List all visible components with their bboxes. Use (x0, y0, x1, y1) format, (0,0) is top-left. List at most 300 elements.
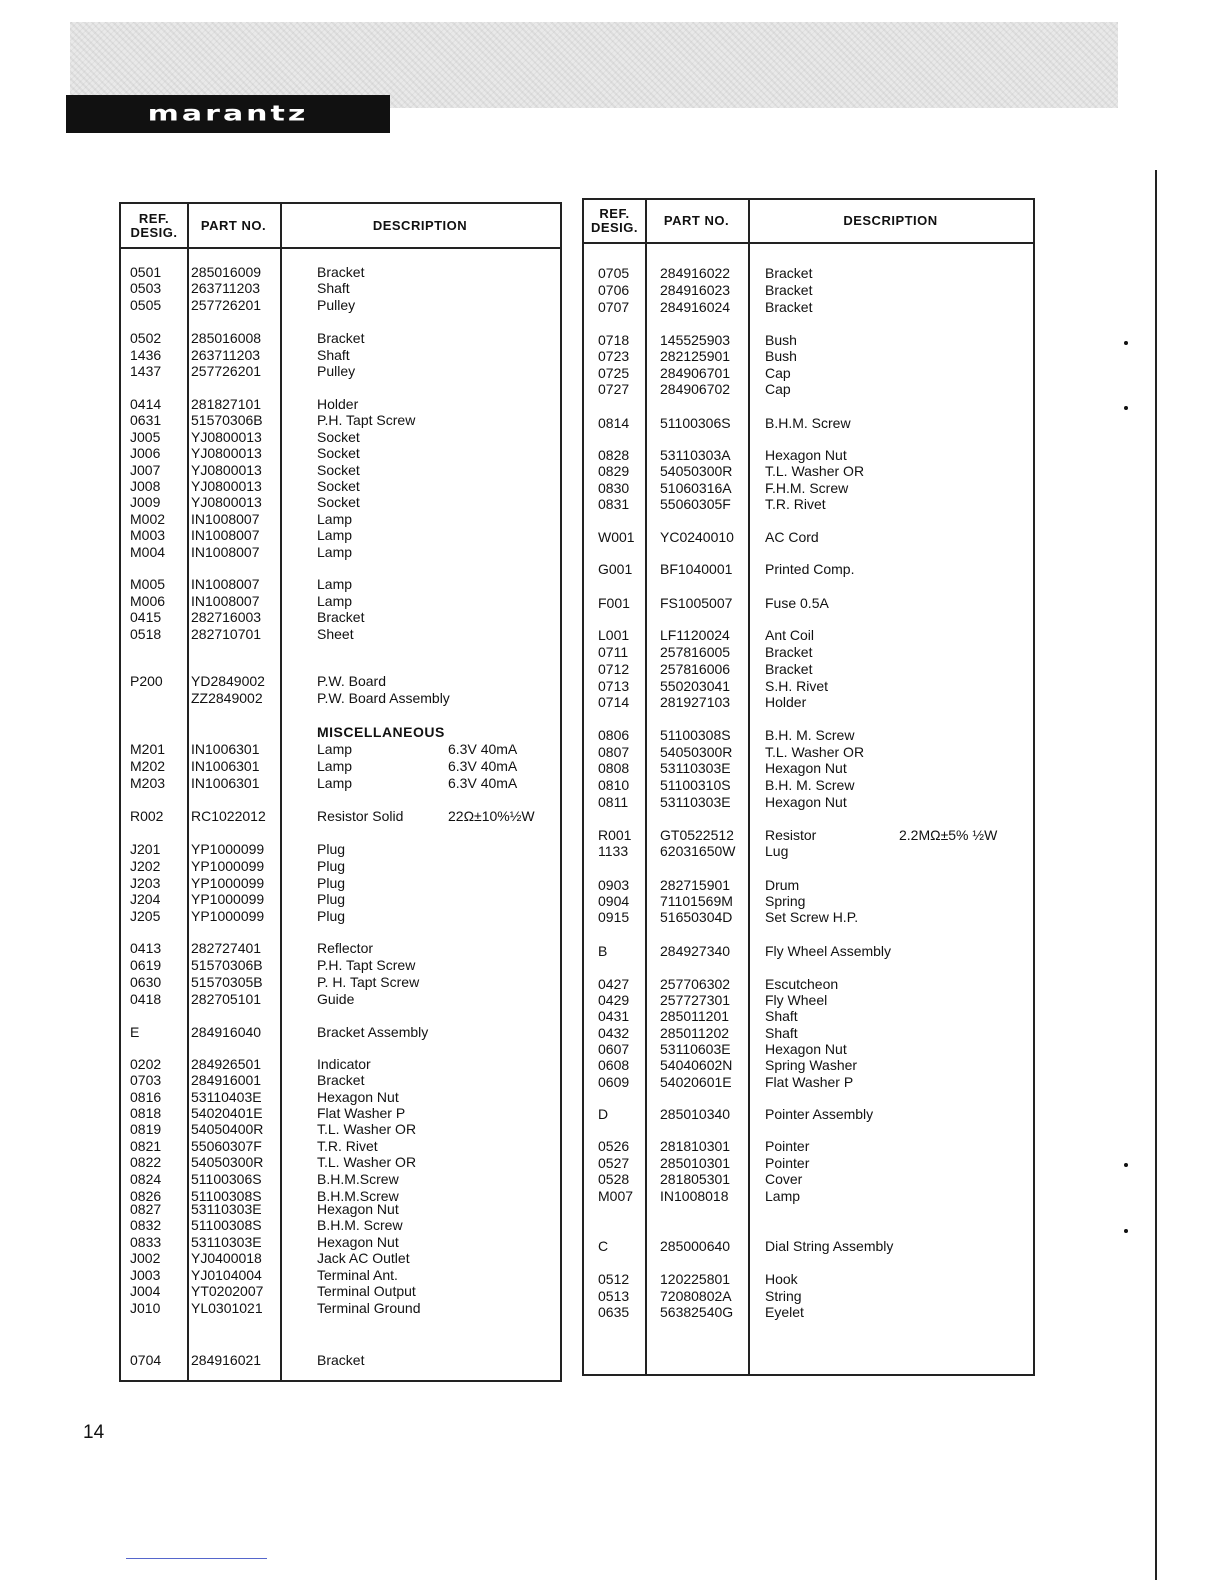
spec-cell: 6.3V 40mA (448, 741, 518, 757)
description-cell: Spring Washer (765, 1057, 858, 1073)
ref-desig-cell: 0723 (598, 348, 630, 364)
ref-desig-cell: 0431 (598, 1008, 630, 1024)
description-cell: T.L. Washer OR (765, 744, 865, 760)
ref-desig-cell: 0513 (598, 1288, 630, 1304)
part-no-cell: 285011202 (660, 1025, 730, 1041)
part-no-cell: 51100310S (660, 777, 731, 793)
ref-desig-cell: G001 (598, 561, 633, 577)
table-row (584, 282, 1033, 299)
description-cell: Socket (317, 429, 360, 445)
description-cell: Lamp (317, 775, 353, 791)
part-no-cell: 54040602N (660, 1057, 733, 1073)
ref-desig-cell: 0718 (598, 332, 630, 348)
part-no-cell: IN1008007 (191, 576, 260, 592)
ref-desig-cell: 0528 (598, 1171, 630, 1187)
table-row (121, 330, 560, 347)
description-cell: Flat Washer P (317, 1105, 406, 1121)
ref-desig-cell: 0503 (130, 280, 162, 296)
table-row (121, 724, 560, 741)
footer-link-rule (126, 1558, 267, 1559)
part-no-cell: 51100306S (191, 1171, 262, 1187)
ref-desig-cell: 0418 (130, 991, 162, 1007)
table-row (584, 332, 1033, 349)
part-no-cell: 54050300R (191, 1154, 264, 1170)
ref-desig-cell: 0828 (598, 447, 630, 463)
description-cell: Hook (765, 1271, 798, 1287)
part-no-cell: 53110303E (191, 1201, 262, 1217)
part-no-cell: YP1000099 (191, 841, 265, 857)
description-cell: MISCELLANEOUS (317, 724, 445, 740)
description-cell: Escutcheon (765, 976, 839, 992)
ref-desig-cell: 0822 (130, 1154, 162, 1170)
part-no-cell: FS1005007 (660, 595, 733, 611)
header-text: REF. (599, 206, 630, 221)
description-cell: Dial String Assembly (765, 1238, 894, 1254)
part-no-cell: IN1006301 (191, 741, 260, 757)
ref-desig-cell: 0819 (130, 1121, 162, 1137)
ref-desig-cell: 0831 (598, 496, 630, 512)
description-cell: B.H. M. Screw (765, 727, 855, 743)
ref-desig-cell: 0607 (598, 1041, 630, 1057)
part-no-cell: YJ0800013 (191, 445, 262, 461)
part-no-cell: 53110303E (191, 1234, 262, 1250)
part-no-cell: YP1000099 (191, 908, 265, 924)
description-cell: Bracket (317, 264, 365, 280)
table-row (121, 1121, 560, 1138)
part-no-cell: IN1008007 (191, 511, 260, 527)
ref-desig-cell: 0705 (598, 265, 630, 281)
part-no-cell: YJ0400018 (191, 1250, 262, 1266)
table-row (584, 1106, 1033, 1123)
part-no-cell: 51650304D (660, 909, 733, 925)
description-cell: Shaft (765, 1025, 798, 1041)
ref-desig-cell: 0512 (598, 1271, 630, 1287)
ref-desig-cell: 0814 (598, 415, 630, 431)
description-cell: P.H. Tapt Screw (317, 957, 416, 973)
part-no-cell: YC0240010 (660, 529, 734, 545)
ref-desig-cell: D (598, 1106, 609, 1122)
part-no-cell: 54050400R (191, 1121, 264, 1137)
table-row (121, 1267, 560, 1284)
description-cell: Hexagon Nut (317, 1201, 399, 1217)
description-cell: Lug (765, 843, 789, 859)
ref-desig-cell: 0824 (130, 1171, 162, 1187)
description-cell: Cap (765, 365, 791, 381)
table-row (121, 576, 560, 593)
part-no-cell: 284916023 (660, 282, 731, 298)
table-row (584, 265, 1033, 282)
table-row (121, 957, 560, 974)
parts-table-right (582, 198, 1035, 1376)
ref-desig-cell: 0415 (130, 609, 162, 625)
part-no-cell: 284927340 (660, 943, 731, 959)
description-cell: F.H.M. Screw (765, 480, 849, 496)
part-no-cell: YJ0800013 (191, 494, 262, 510)
table-row (584, 1008, 1033, 1025)
table-row (584, 943, 1033, 960)
part-no-cell: YJ0800013 (191, 478, 262, 494)
part-no-cell: 284916024 (660, 299, 731, 315)
table-row (121, 511, 560, 528)
ref-desig-cell: 0414 (130, 396, 162, 412)
part-no-cell: 284916021 (191, 1352, 262, 1368)
ref-desig-cell: 0807 (598, 744, 630, 760)
ref-desig-cell: 0505 (130, 297, 162, 313)
description-cell: Eyelet (765, 1304, 804, 1320)
description-cell: Shaft (765, 1008, 798, 1024)
description-cell: Holder (765, 694, 807, 710)
description-cell: P.W. Board Assembly (317, 690, 450, 706)
part-no-cell: YJ0104004 (191, 1267, 262, 1283)
description-cell: Plug (317, 891, 346, 907)
ref-desig-cell: 0915 (598, 909, 630, 925)
part-no-cell: YL0301021 (191, 1300, 263, 1316)
description-cell: Terminal Ground (317, 1300, 421, 1316)
ref-desig-cell: P200 (130, 673, 163, 689)
brand-logo (66, 95, 390, 133)
ref-desig-cell: M203 (130, 775, 166, 791)
part-no-cell: YJ0800013 (191, 429, 262, 445)
description-cell: Pulley (317, 297, 356, 313)
ref-desig-cell: M007 (598, 1188, 634, 1204)
ref-desig-cell: J010 (130, 1300, 161, 1316)
description-cell: Terminal Output (317, 1283, 416, 1299)
ref-desig-cell: 0904 (598, 893, 630, 909)
table-row (121, 462, 560, 479)
ref-desig-cell: J009 (130, 494, 161, 510)
table-row (121, 1089, 560, 1106)
description-cell: Holder (317, 396, 359, 412)
table-row (584, 794, 1033, 811)
ref-desig-cell: 0631 (130, 412, 162, 428)
description-cell: P.W. Board (317, 673, 387, 689)
part-no-cell: 281805301 (660, 1171, 731, 1187)
part-no-cell: 281810301 (660, 1138, 731, 1154)
spec-cell: 2.2MΩ±5% ½W (899, 827, 998, 843)
table-row (121, 1171, 560, 1188)
part-no-cell: 257706302 (660, 976, 731, 992)
table-row (121, 858, 560, 875)
description-cell: Sheet (317, 626, 354, 642)
table-row (121, 609, 560, 626)
ref-desig-cell: 0829 (598, 463, 630, 479)
table-row (584, 1041, 1033, 1058)
table-row (584, 843, 1033, 860)
description-cell: Plug (317, 841, 346, 857)
ref-desig-cell: J201 (130, 841, 161, 857)
table-row (121, 1300, 560, 1317)
ref-desig-cell: 0810 (598, 777, 630, 793)
description-cell: T.L. Washer OR (765, 463, 865, 479)
binding-dot (1124, 406, 1128, 410)
table-row (121, 1024, 560, 1041)
description-cell: Bracket (765, 299, 813, 315)
header-text: DESIG. (590, 220, 639, 235)
part-no-cell: YP1000099 (191, 858, 265, 874)
description-cell: Shaft (317, 347, 350, 363)
part-no-cell: 285000640 (660, 1238, 731, 1254)
description-cell: P.H. Tapt Screw (317, 412, 416, 428)
ref-desig-cell: 0832 (130, 1217, 162, 1233)
part-no-cell: 54020401E (191, 1105, 263, 1121)
table-row (584, 644, 1033, 661)
table-row (584, 1138, 1033, 1155)
ref-desig-cell: F001 (598, 595, 630, 611)
description-cell: Indicator (317, 1056, 371, 1072)
part-no-cell: 54050300R (660, 463, 733, 479)
spec-cell: 6.3V 40mA (448, 758, 518, 774)
header-text: DESCRIPTION (843, 213, 938, 228)
part-no-cell: 53110303E (660, 794, 731, 810)
table-row (121, 363, 560, 380)
table-row (121, 690, 560, 707)
description-cell: Ant Coil (765, 627, 815, 643)
description-cell: Hexagon Nut (765, 794, 847, 810)
ref-desig-cell: 0704 (130, 1352, 162, 1368)
table-row (584, 744, 1033, 761)
table-row (121, 1352, 560, 1369)
part-no-cell: 51570306B (191, 957, 263, 973)
ref-desig-cell: C (598, 1238, 609, 1254)
description-cell: Socket (317, 478, 360, 494)
table-row (584, 1304, 1033, 1321)
part-no-cell: 56382540G (660, 1304, 734, 1320)
part-no-cell: 51060316A (660, 480, 732, 496)
part-no-cell: YP1000099 (191, 891, 265, 907)
ref-desig-cell: 0713 (598, 678, 630, 694)
part-no-cell: 120225801 (660, 1271, 731, 1287)
table-row (584, 992, 1033, 1009)
ref-desig-cell: 0706 (598, 282, 630, 298)
table-row (584, 777, 1033, 794)
ref-desig-cell: 0727 (598, 381, 630, 397)
description-cell: P. H. Tapt Screw (317, 974, 420, 990)
ref-desig-cell: 0413 (130, 940, 162, 956)
description-cell: Bracket (317, 330, 365, 346)
ref-desig-cell: 0429 (598, 992, 630, 1008)
part-no-cell: YP1000099 (191, 875, 265, 891)
description-cell: Bracket (765, 661, 813, 677)
ref-desig-cell: 0811 (598, 794, 629, 810)
part-no-cell: 53110303E (660, 760, 731, 776)
table-row (121, 527, 560, 544)
ref-desig-cell: 0526 (598, 1138, 630, 1154)
table-row (584, 1155, 1033, 1172)
part-no-cell: 282710701 (191, 626, 262, 642)
part-no-cell: 54020601E (660, 1074, 732, 1090)
description-cell: Bracket (317, 1352, 365, 1368)
ref-desig-cell: J008 (130, 478, 161, 494)
ref-desig-cell: 0711 (598, 644, 629, 660)
header-text: DESCRIPTION (372, 217, 468, 233)
header-text: PART NO. (663, 213, 730, 228)
part-no-cell: 282727401 (191, 940, 262, 956)
table-row (121, 891, 560, 908)
spec-cell: 22Ω±10%½W (448, 808, 535, 824)
ref-desig-cell: 1437 (130, 363, 162, 379)
description-cell: Cap (765, 381, 791, 397)
page-number: 14 (83, 1422, 105, 1443)
description-cell: Bush (765, 348, 797, 364)
table-row (121, 1201, 560, 1218)
ref-desig-cell: 0714 (598, 694, 630, 710)
part-no-cell: 54050300R (660, 744, 733, 760)
description-cell: Socket (317, 445, 360, 461)
table-row (121, 991, 560, 1008)
description-cell: Cover (765, 1171, 803, 1187)
ref-desig-cell: R002 (130, 808, 164, 824)
part-no-cell: 285016008 (191, 330, 262, 346)
table-row (121, 1105, 560, 1122)
ref-desig-cell: J202 (130, 858, 161, 874)
table-row (584, 299, 1033, 316)
part-no-cell: ZZ2849002 (191, 690, 263, 706)
part-no-cell: 55060305F (660, 496, 731, 512)
ref-desig-cell: M006 (130, 593, 166, 609)
ref-desig-cell: J205 (130, 908, 161, 924)
ref-desig-cell: 0707 (598, 299, 630, 315)
part-no-cell: IN1008018 (660, 1188, 729, 1204)
description-cell: Plug (317, 908, 346, 924)
table-row (584, 1074, 1033, 1091)
part-no-cell: 284926501 (191, 1056, 262, 1072)
table-row (121, 280, 560, 297)
part-no-cell: 51570305B (191, 974, 263, 990)
description-header (280, 204, 560, 247)
description-cell: Lamp (317, 593, 353, 609)
ref-desig-cell: 0202 (130, 1056, 162, 1072)
description-cell: Hexagon Nut (765, 447, 847, 463)
table-row (121, 1072, 560, 1089)
table-row (121, 1217, 560, 1234)
part-no-cell: 51100308S (191, 1188, 262, 1204)
description-cell: Lamp (317, 758, 353, 774)
brand-logo-text: marantz (147, 101, 309, 127)
ref-desig-cell: 0619 (130, 957, 162, 973)
table-row (121, 626, 560, 643)
description-cell: Plug (317, 858, 346, 874)
ref-desig-cell: 0609 (598, 1074, 630, 1090)
table-row (121, 494, 560, 511)
description-cell: Plug (317, 875, 346, 891)
ref-desig-cell: 0903 (598, 877, 630, 893)
ref-desig-cell: J004 (130, 1283, 161, 1299)
description-cell: Bracket (765, 282, 813, 298)
ref-desig-cell: J005 (130, 429, 161, 445)
part-no-cell: 55060307F (191, 1138, 262, 1154)
description-cell: Jack AC Outlet (317, 1250, 410, 1266)
part-no-cell: GT0522512 (660, 827, 734, 843)
table-row (584, 365, 1033, 382)
description-cell: Bracket (765, 265, 813, 281)
part-no-cell: 281827101 (191, 396, 262, 412)
description-cell: Lamp (317, 527, 353, 543)
ref-desig-cell: M004 (130, 544, 166, 560)
table-row (121, 1283, 560, 1300)
ref-desig-cell: J002 (130, 1250, 161, 1266)
table-row (584, 529, 1033, 546)
table-row (121, 1138, 560, 1155)
description-cell: Hexagon Nut (317, 1234, 399, 1250)
part-no-cell: IN1008007 (191, 527, 260, 543)
part-no-cell: 257816006 (660, 661, 731, 677)
ref-desig-cell: 0427 (598, 976, 630, 992)
description-cell: Hexagon Nut (765, 760, 847, 776)
table-row (584, 877, 1033, 894)
table-row (121, 875, 560, 892)
table-row (121, 1056, 560, 1073)
table-row (584, 1171, 1033, 1188)
description-cell: Bracket (317, 1072, 365, 1088)
description-cell: Bracket Assembly (317, 1024, 429, 1040)
binding-dot (1124, 1229, 1128, 1233)
part-no-cell: 281927103 (660, 694, 731, 710)
part-no-cell: 285010301 (660, 1155, 731, 1171)
part-no-cell: 282705101 (191, 991, 262, 1007)
part-no-cell: 71101569M (660, 893, 733, 909)
part-no-cell: 53110303A (660, 447, 731, 463)
table-row (584, 1188, 1033, 1205)
table-row (584, 348, 1033, 365)
table-row (121, 396, 560, 413)
ref-desig-header (584, 200, 645, 242)
part-no-cell: 284906701 (660, 365, 731, 381)
table-row (584, 480, 1033, 497)
description-cell: B.H.M. Screw (317, 1217, 403, 1233)
ref-desig-cell: M202 (130, 758, 166, 774)
header-text: DESIG. (130, 224, 178, 240)
part-no-cell: 51100308S (191, 1217, 262, 1233)
part-no-cell: 284906702 (660, 381, 731, 397)
table-row (584, 381, 1033, 398)
part-no-cell: 53110603E (660, 1041, 731, 1057)
description-cell: Fly Wheel (765, 992, 828, 1008)
description-cell: Set Screw H.P. (765, 909, 859, 925)
table-row (121, 940, 560, 957)
part-no-cell: 285010340 (660, 1106, 731, 1122)
table-row (121, 478, 560, 495)
table-row (584, 1025, 1033, 1042)
ref-desig-cell: M003 (130, 527, 166, 543)
description-cell: T.R. Rivet (765, 496, 826, 512)
table-row (584, 447, 1033, 464)
table-row (121, 297, 560, 314)
binding-dot (1124, 341, 1128, 345)
description-cell: Resistor (765, 827, 817, 843)
ref-desig-cell: J203 (130, 875, 161, 891)
description-cell: Spring (765, 893, 806, 909)
table-row (584, 1238, 1033, 1255)
part-no-cell: 72080802A (660, 1288, 732, 1304)
part-no-cell: 284916001 (191, 1072, 262, 1088)
table-row (121, 974, 560, 991)
ref-desig-cell: M005 (130, 576, 166, 592)
ref-desig-header (121, 204, 187, 247)
part-no-cell: YD2849002 (191, 673, 265, 689)
table-header (121, 204, 560, 249)
table-row (584, 893, 1033, 910)
description-cell: Hexagon Nut (765, 1041, 847, 1057)
part-no-cell: 282715901 (660, 877, 731, 893)
description-cell: Bush (765, 332, 797, 348)
part-no-header (187, 204, 280, 247)
ref-desig-cell: J003 (130, 1267, 161, 1283)
ref-desig-cell: 0518 (130, 626, 162, 642)
ref-desig-cell: 0635 (598, 1304, 630, 1320)
description-cell: T.L. Washer OR (317, 1154, 417, 1170)
table-row (584, 1288, 1033, 1305)
table-row (121, 1154, 560, 1171)
